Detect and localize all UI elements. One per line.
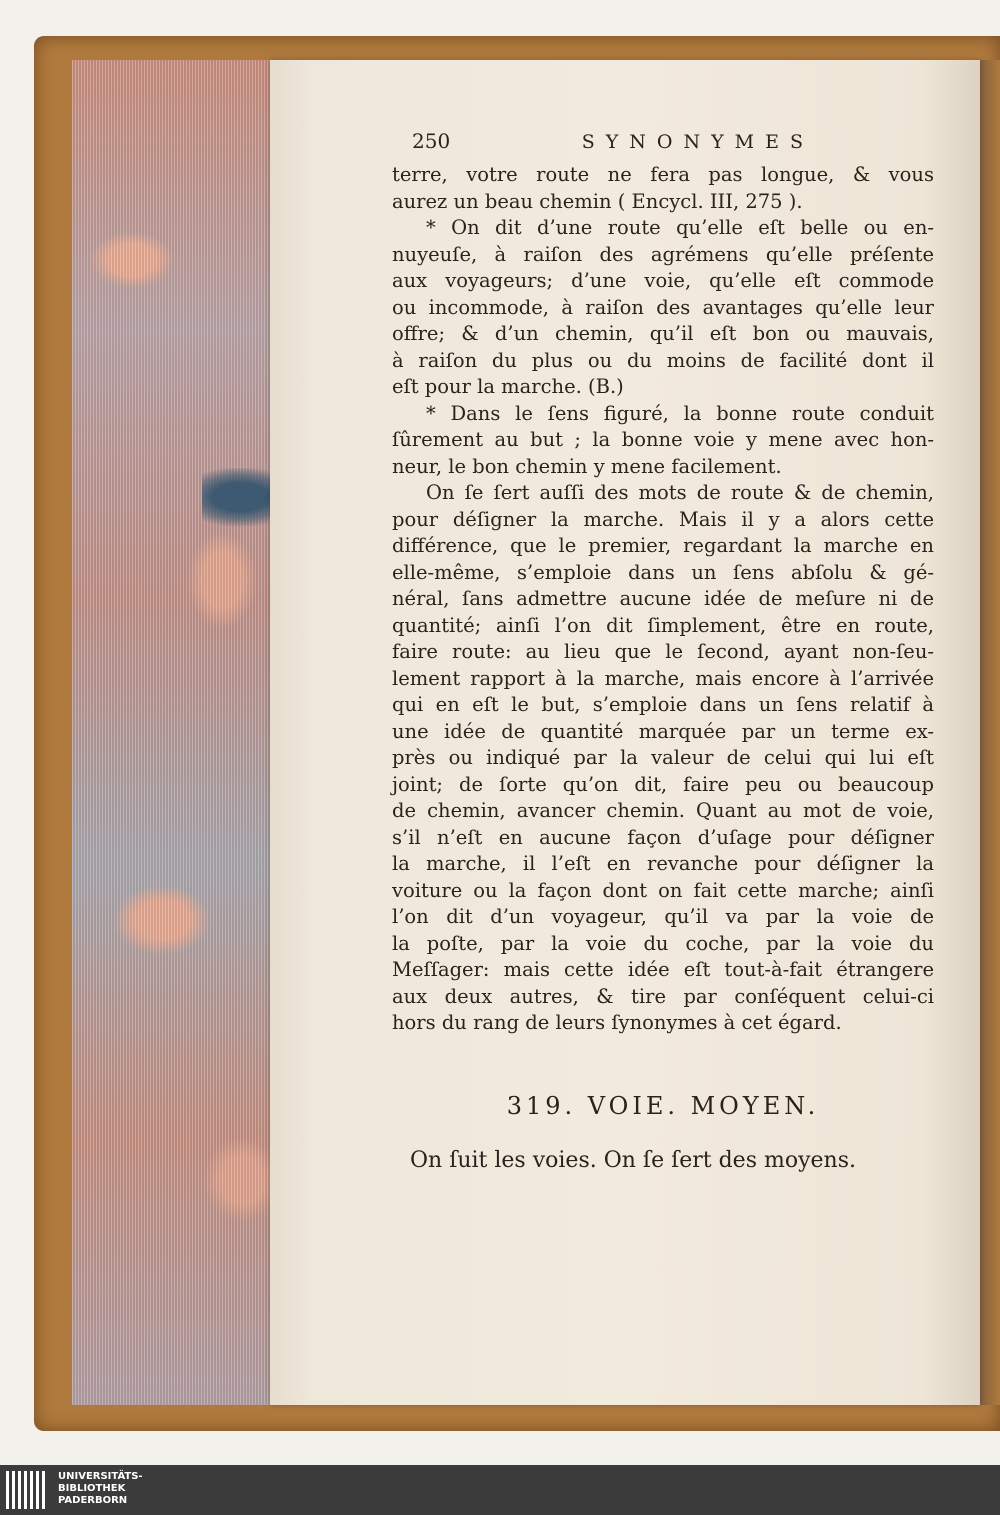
text-line: pour déſigner la marche. Mais il y a alors cette	[392, 507, 934, 531]
library-footer	[0, 1465, 1000, 1515]
text-line: la marche, il l’eſt en revanche pour déſigner la	[392, 852, 934, 875]
text-line: nuyeuſe, à raiſon des agrémens qu’elle préſente	[392, 242, 934, 266]
logo-line: UNIVERSITÄTS-	[58, 1471, 143, 1482]
text-line: * On dit d’une route qu’elle eſt belle ou en-	[426, 216, 934, 239]
text-line: une idée de quantité marquée par un terme ex-	[392, 719, 934, 743]
page-text	[392, 128, 934, 1037]
library-logo-icon	[6, 1471, 50, 1509]
text-line: de chemin, avancer chemin. Quant au mot de voie,	[392, 799, 934, 822]
text-line: aux deux autres, & tire par conſéquent celui-ci	[392, 984, 934, 1008]
section-heading: 319. VOIE. MOYEN.	[506, 1092, 820, 1120]
text-line: aurez un beau chemin ( Encycl. III, 275 ).	[392, 189, 803, 213]
text-line: On ſe ſert auſſi des mots de route & de chemin,	[426, 481, 934, 504]
library-logo-text	[58, 1471, 143, 1507]
page-number: 250	[412, 129, 451, 153]
text-line: * Dans le ſens figuré, la bonne route conduit	[426, 401, 934, 425]
text-line: près ou indiqué par la valeur de celui qui lui eſt	[392, 746, 934, 769]
text-line: différence, que le premier, regardant la marche en	[392, 534, 934, 557]
text-line: Meſſager: mais cette idée eſt tout-à-fait étrangere	[392, 958, 934, 981]
text-line: eſt pour la marche. (B.)	[392, 375, 624, 398]
text-line: terre, votre route ne fera pas longue, & vous	[392, 163, 934, 186]
text-line: aux voyageurs; d’une voie, qu’elle eſt commode	[392, 269, 934, 292]
text-line: qui en eſt le but, s’emploie dans un ſens relatif à	[392, 693, 934, 716]
text-line: offre; & d’un chemin, qu’il eſt bon ou mauvais,	[392, 322, 934, 345]
text-line: joint; de ſorte qu’on dit, faire peu ou beaucoup	[392, 772, 934, 796]
marbled-page-edges	[72, 60, 284, 1405]
logo-line: PADERBORN	[58, 1495, 128, 1506]
text-line: lement rapport à la marche, mais encore à l’arrivée	[392, 666, 934, 690]
text-line: ſûrement au but ; la bonne voie y mene avec hon-	[392, 428, 934, 451]
text-line: à raiſon du plus ou du moins de facilité dont il	[392, 348, 934, 372]
text-line: neur, le bon chemin y mene facilement.	[392, 454, 782, 478]
body-lines	[392, 162, 934, 1037]
text-line: s’il n’eſt en aucune façon d’uſage pour déſigner	[392, 825, 934, 849]
text-line: quantité; ainſi l’on dit ſimplement, être en route,	[392, 613, 934, 637]
text-line: hors du rang de leurs ſynonymes à cet égard.	[392, 1011, 842, 1034]
text-line: l’on dit d’un voyageur, qu’il va par la voie de	[392, 905, 934, 928]
text-line: faire route: au lieu que le ſecond, ayant non-ſeu-	[392, 640, 934, 663]
running-head: SYNONYMES	[581, 131, 814, 153]
text-line: elle-même, s’emploie dans un ſens abſolu & gé-	[392, 560, 934, 584]
text-line: néral, ſans admettre aucune idée de meſure ni de	[392, 587, 934, 610]
logo-line: BIBLIOTHEK	[58, 1483, 126, 1494]
text-line: voiture ou la façon dont on fait cette marche; ainſi	[392, 878, 934, 902]
text-line: ou incommode, à raiſon des avantages qu’elle leur	[392, 295, 934, 319]
page-header	[392, 128, 934, 162]
section-definition: On ſuit les voies. On ſe ſert des moyens.	[410, 1148, 856, 1173]
text-line: la poſte, par la voie du coche, par la voie du	[392, 931, 934, 955]
